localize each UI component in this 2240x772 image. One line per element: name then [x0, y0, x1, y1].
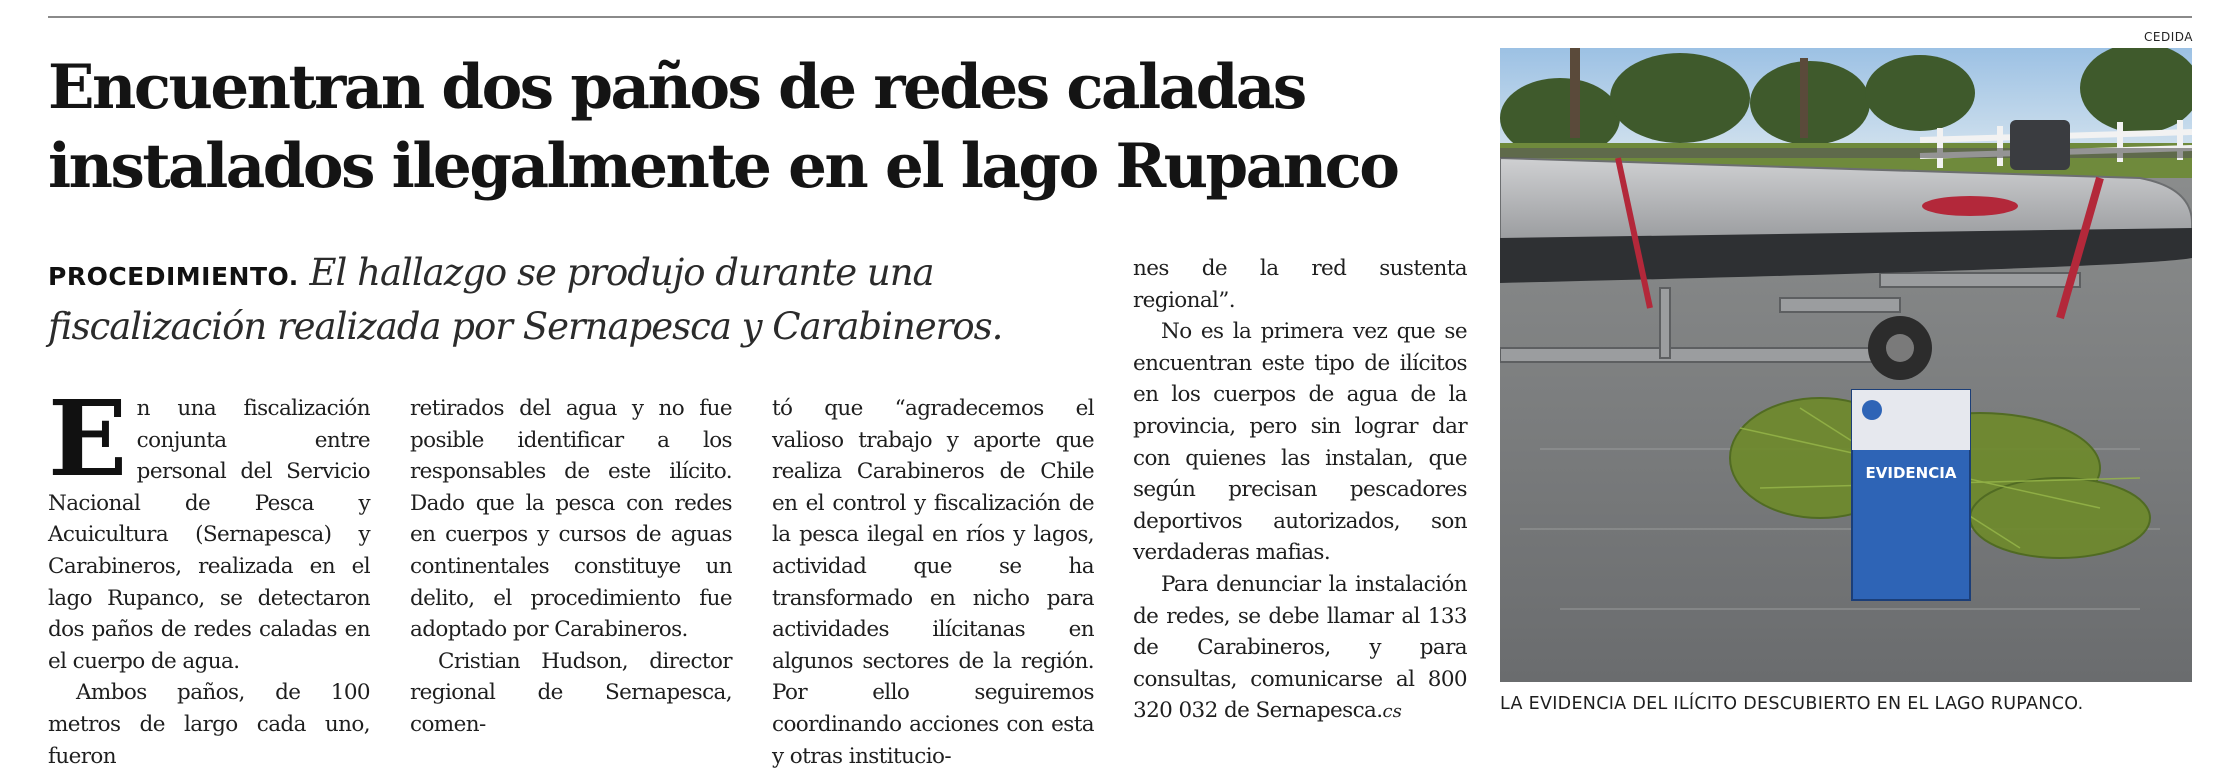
deck — [48, 248, 1098, 352]
paragraph-3-start: Cristian Hudson, director regional de Sernapesca, comen- — [410, 648, 732, 737]
article-column-3 — [772, 393, 1094, 772]
end-mark: cs — [1382, 701, 1402, 723]
paragraph-2-cont: retirados del agua y no fue posible identificar a los responsables de este ilícito. Dado que la pesca con redes en cuerpos y cursos de aguas continentales constituye un delito, el procedimiento fue adoptado por Carabineros. — [410, 396, 732, 643]
paragraph-3-cont: tó que “agradecemos el valioso trabajo y aporte que realiza Carabineros de Chile en el control y fiscalización de la pesca ilegal en ríos y lagos, actividad que se ha transformado en nicho para actividades ilícitanas en algunos sectores de la región. Por ello seguiremos coordinando acciones con esta y otras institucio- — [772, 396, 1094, 769]
kicker: PROCEDIMIENTO. — [48, 262, 299, 291]
headline: Encuentran dos paños de redes caladas instalados ilegalmente en el lago Rupanco — [48, 52, 1398, 202]
photo-credit: CEDIDA — [2144, 30, 2193, 44]
paragraph-2-start: Ambos paños, de 100 metros de largo cada uno, fueron — [48, 680, 370, 769]
outboard-motor — [2010, 120, 2070, 170]
evidence-sign-label: EVIDENCIA — [1865, 464, 1957, 482]
paragraph-3-end: nes de la red sustenta regional”. — [1133, 256, 1467, 313]
top-rule — [48, 16, 2192, 18]
photo-caption: LA EVIDENCIA DEL ILÍCITO DESCUBIERTO EN EL LAGO RUPANCO. — [1500, 694, 2084, 714]
article-column-1 — [48, 377, 370, 772]
subhead: El hallazgo se produjo durante una fiscalización realizada por Sernapesca y Carabineros. — [48, 251, 1003, 348]
article-column-2 — [410, 393, 732, 741]
paragraph-4: No es la primera vez que se encuentran este tipo de ilícitos en los cuerpos de agua de la provincia, pero sin lograr dar con quienes las instalan, que según precisan pescadores deportivos autorizados, son verdaderas mafias. — [1133, 319, 1467, 566]
article-column-4 — [1133, 253, 1467, 728]
paragraph-5: Para denunciar la instalación de redes, se debe llamar al 133 de Carabineros, y para consultas, comunicarse al 800 320 032 de Sernapesca. — [1133, 571, 1467, 724]
news-photo — [1500, 48, 2192, 682]
paragraph-1: n una fiscalización conjunta entre personal del Servicio Nacional de Pesca y Acuicultura (Sernapesca) y Carabineros, realizada en el lago Rupanco, se detectaron dos paños de redes caladas en el cuerpo de agua. — [48, 396, 370, 674]
drop-cap: E — [48, 377, 127, 500]
